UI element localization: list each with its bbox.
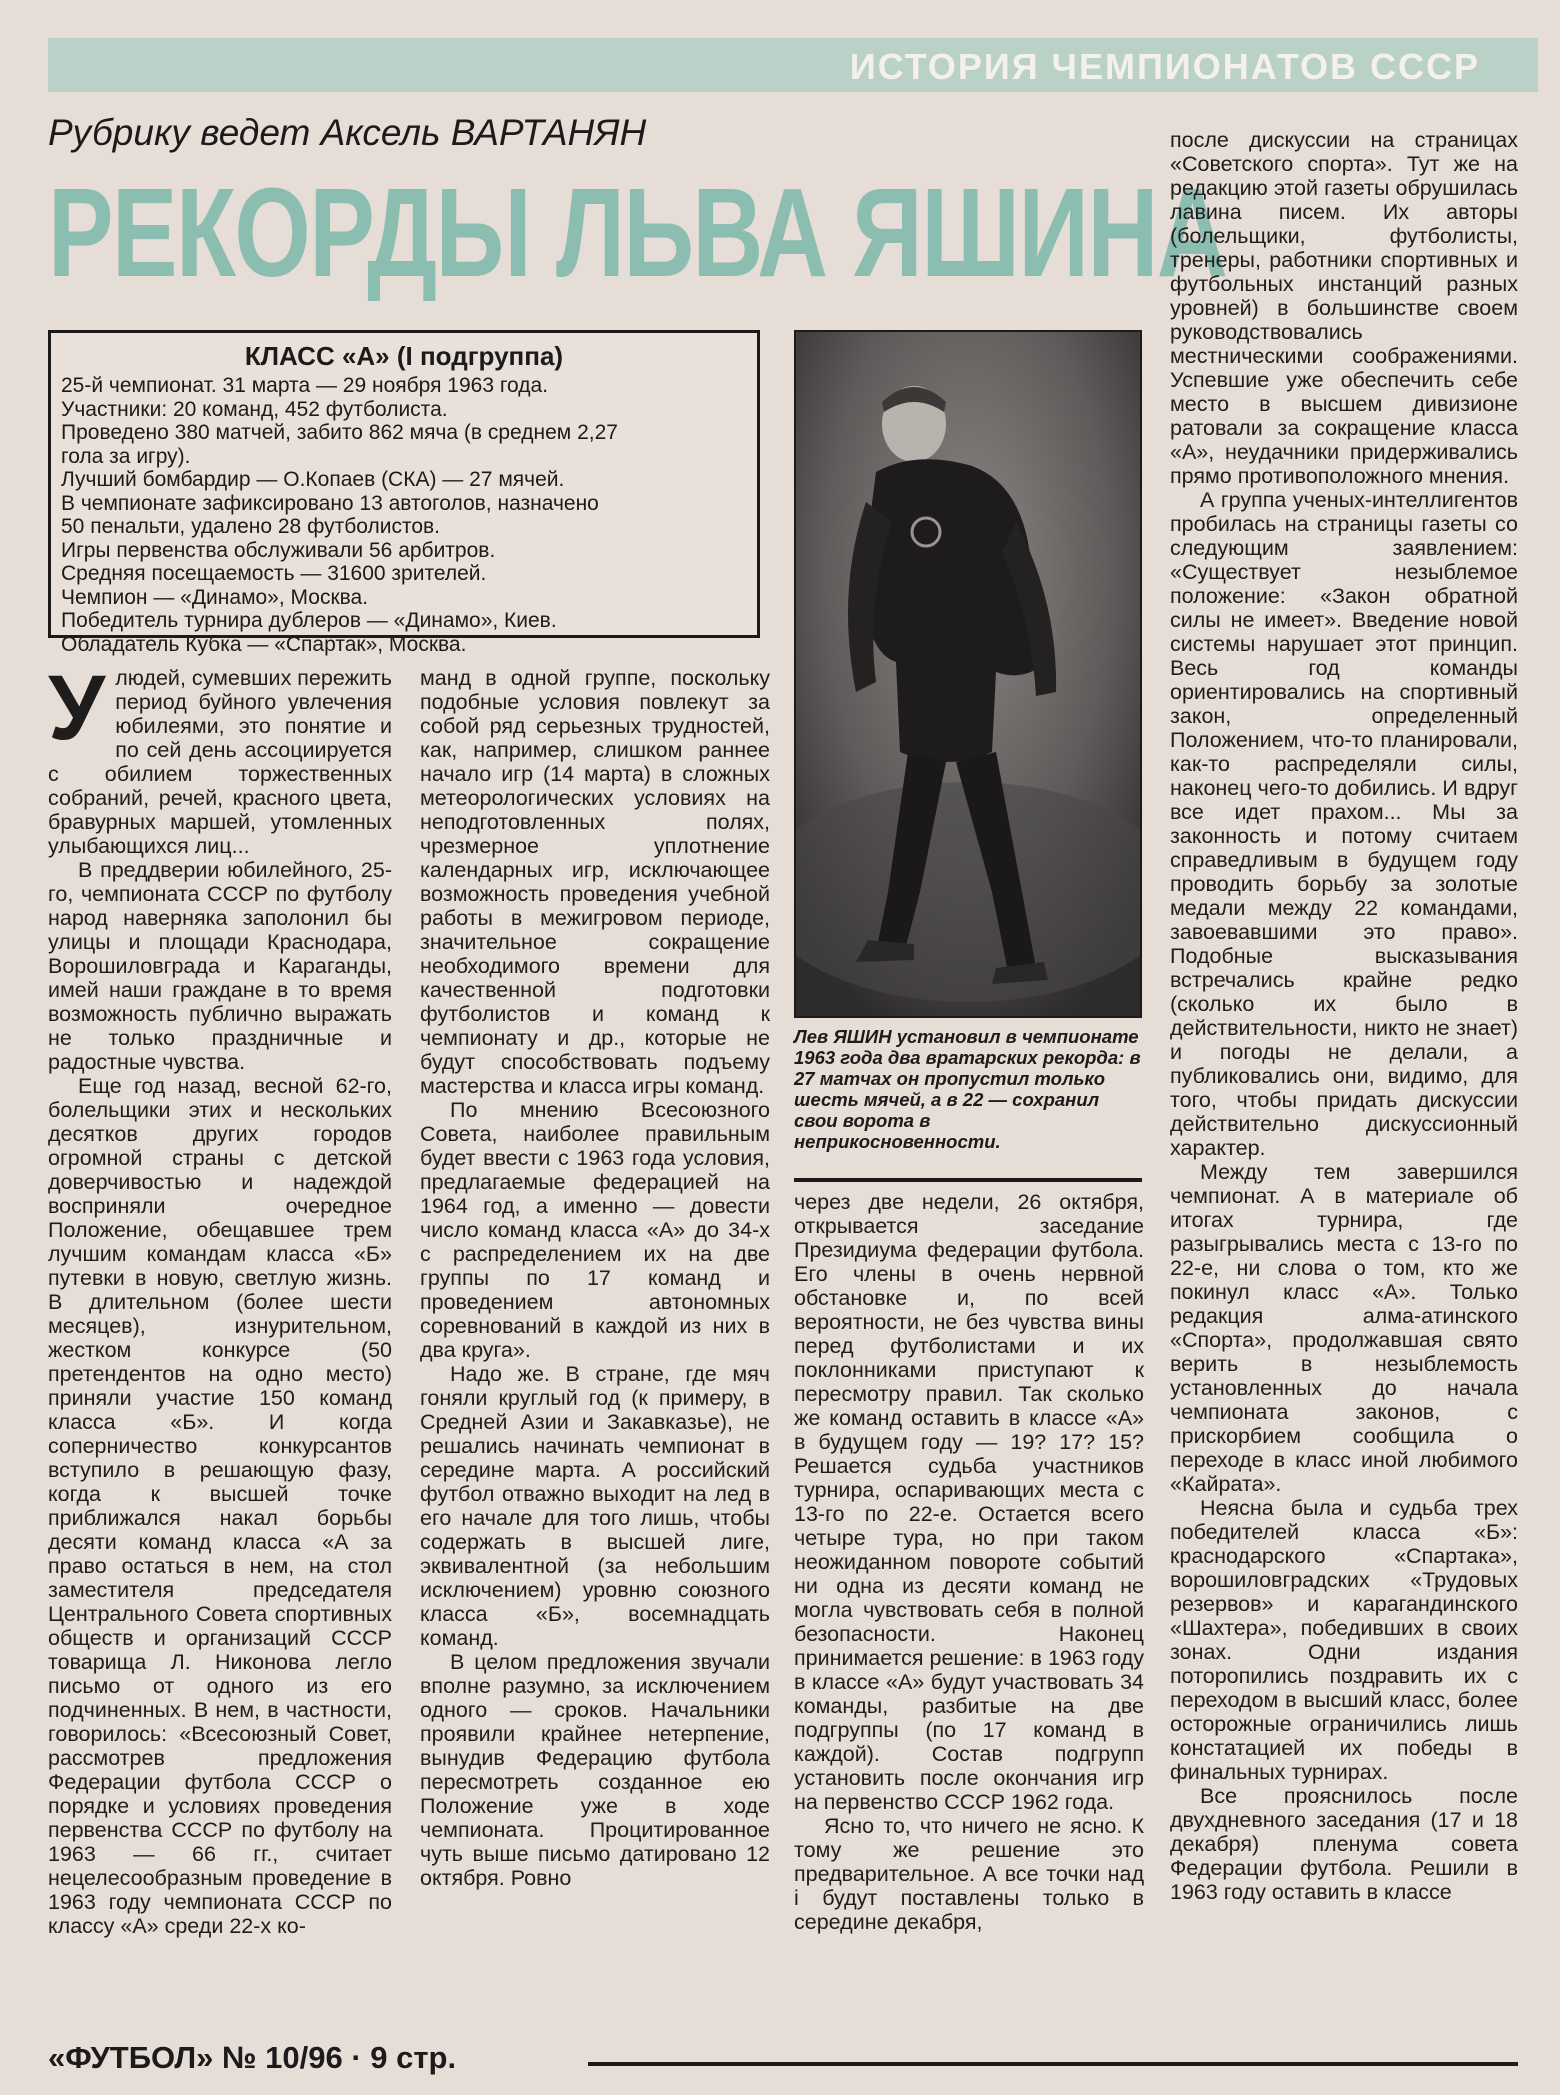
stats-line: гола за игру). bbox=[61, 444, 191, 468]
paragraph: В целом предложения звучали вполне разумно, за исключением одного — сроков. Начальники проявили крайнее нетерпение, вынудив Федерацию футбола пересмотреть созданное ею Положение уже в ходе чемпионата. Процитированное чуть выше письмо датировано 12 октября. Ровно bbox=[420, 1650, 770, 1890]
byline: Рубрику ведет Аксель ВАРТАНЯН bbox=[48, 112, 647, 153]
stats-line: Лучший бомбардир — О.Копаев (СКА) — 27 мячей. bbox=[61, 468, 565, 491]
footer-divider bbox=[588, 2062, 1518, 2066]
photo-caption: Лев ЯШИН установил в чемпионате 1963 года два вратарских рекорда: в 27 матчах он пропустил только шесть мячей, а в 22 — сохранил свои ворота в неприкосновенности. bbox=[794, 1026, 1141, 1152]
paragraph: Ясно то, что ничего не ясно. К тому же решение это предварительное. А все точки над i будут поставлены только в середине декабря, bbox=[794, 1814, 1144, 1934]
section-title: ИСТОРИЯ ЧЕМПИОНАТОВ СССР bbox=[849, 46, 1480, 87]
page-footer: «ФУТБОЛ» № 10/96 · 9 стр. bbox=[48, 2040, 457, 2075]
paragraph: через две недели, 26 октября, открывается заседание Президиума федерации футбола. Его члены в очень нервной обстановке и, по всей вероятности, не без чувства вины перед футболистами и их поклонниками приступают к пересмотру правил. Так сколько же команд оставить в классе «А» в будущем году — 19? 17? 15? Решается судьба участников турнира, оспаривающих места с 13-го по 22-е. Остается всего четыре тура, но при таком неожиданном повороте событий ни одна из десяти команд не могла чувствовать себя в полной безопасности. Наконец принимается решение: в 1963 году в классе «А» будут участвовать 34 команды, разбитые на две подгруппы (по 17 команд в каждой). Состав подгрупп установить после окончания игр на первенство СССР 1962 года. bbox=[794, 1190, 1144, 1814]
stats-title: КЛАСС «А» (I подгруппа) bbox=[244, 341, 564, 371]
yashin-photo bbox=[794, 330, 1142, 1018]
section-band bbox=[48, 38, 1538, 92]
article-column-2 bbox=[420, 666, 770, 1890]
divider bbox=[794, 1178, 1142, 1182]
paragraph: Все прояснилось после двухдневного заседания (17 и 18 декабря) пленума совета Федерации футбола. Решили в 1963 году оставить в классе bbox=[1170, 1784, 1518, 1904]
stats-line: 50 пенальти, удалено 28 футболистов. bbox=[61, 515, 441, 538]
article-column-3 bbox=[794, 1190, 1144, 1934]
paragraph: манд в одной группе, поскольку подобные условия повлекут за собой ряд серьезных трудностей, как, например, слишком раннее начало игр (14 марта) в сложных метеорологических условиях на неподготовленных полях, чрезмерное уплотнение календарных игр, исключающее возможность проведения учебной работы в межигровом периоде, значительное сокращение необходимого времени для качественной подготовки футболистов и команд к чемпионату и др., которые не будут способствовать подъему мастерства и класса игры команд. bbox=[420, 666, 770, 1098]
stats-line: Чемпион — «Динамо», Москва. bbox=[61, 585, 369, 609]
stats-line: 25-й чемпионат. 31 марта — 29 ноября 1963 года. bbox=[61, 374, 549, 397]
stats-line: Проведено 380 матчей, забито 862 мяча (в среднем 2,27 bbox=[61, 421, 618, 444]
paragraph: В преддверии юбилейного, 25-го, чемпионата СССР по футболу народ наверняка заполонил бы улицы и площади Краснодара, Ворошиловграда и Караганды, имей наши граждане в то время возможность публично выражать не только праздничные и радостные чувства. bbox=[48, 858, 392, 1074]
article-column-1 bbox=[48, 657, 393, 1938]
paragraph: По мнению Всесоюзного Совета, наиболее правильным будет ввести с 1963 года условия, предлагаемые федерацией на 1964 год, а именно — довести число команд класса «А» до 34-х с распределением их на две группы по 17 команд и проведением автономных соревнований в каждой из них в два круга». bbox=[420, 1098, 770, 1362]
paragraph: Еще год назад, весной 62-го, болельщики этих и нескольких десятков других городов огромной страны с детской доверчивостью и надеждой восприняли очередное Положение, обещавшее трем лучшим командам класса «Б» путевки в новую, светлую жизнь. В длительном (более шести месяцев), изнурительном, жестком конкурсе (50 претендентов на одно место) приняли участие 150 команд класса «Б». И когда соперничество конкурсантов вступило в решающую фазу, когда к высшей точке приближался накал борьбы десяти команд класса «А за право остаться в нем, на стол заместителя председателя Центрального Совета спортивных обществ и организаций СССР товарища Л. Никонова легло письмо от одного из его подчиненных. В нем, в частности, говорилось: «Всесоюзный Совет, рассмотрев предложения Федерации футбола СССР о порядке и условиях проведения первенства СССР по футболу на 1963 — 66 гг., считает нецелесообразным проведение в 1963 году чемпионата СССР по классу «А» среди 22-х ко- bbox=[48, 1074, 392, 1938]
headline: РЕКОРДЫ ЛЬВА ЯШИНА bbox=[48, 162, 1227, 303]
stats-line: Игры первенства обслуживали 56 арбитров. bbox=[61, 538, 496, 562]
paragraph: людей, сумевших пережить период буйного увлечения юбилеями, это понятие и по сей день ассоциируется с обилием торжественных собраний, речей, красного цвета, бравурных маршей, утомленных улыбающихся лиц... bbox=[48, 666, 393, 858]
stats-line: Средняя посещаемость — 31600 зрителей. bbox=[61, 562, 487, 585]
stats-line: Участники: 20 команд, 452 футболиста. bbox=[61, 397, 448, 421]
goalkeeper-figure-icon bbox=[796, 332, 1140, 1016]
paragraph: Надо же. В стране, где мяч гоняли круглый год (к примеру, в Средней Азии и Закавказье), не решались начинать чемпионат в середине марта. А российский футбол отважно выходит на лед в его начале для того лишь, чтобы содержать в высшей лиге, эквивалентной (за небольшим исключением) уровню союзного класса «Б», восемнадцать команд. bbox=[420, 1362, 770, 1650]
paragraph: Между тем завершился чемпионат. А в материале об итогах турнира, где разыгрывались места с 13-го по 22-е, ни слова о том, кто же покинул класс «А». Только редакция алма-атинского «Спорта», продолжавшая свято верить в незыблемость установленных до начала чемпионата законов, с прискорбием сообщила о переходе в класс иной любимого «Кайрата». bbox=[1170, 1160, 1518, 1496]
stats-line: Обладатель Кубка — «Спартак», Москва. bbox=[61, 632, 467, 656]
paragraph: А группа ученых-интеллигентов пробилась на страницы газеты со следующим заявлением: «Существует незыблемое положение: «Закон обратной силы не имеет». Введение новой системы нарушает этот принцип. Весь год команды ориентировались на спортивный закон, определенный Положением, что-то планировали, как-то распределяли силы, наконец чего-то добились. И вдруг все идет прахом... Мы за законность и потому считаем справедливым в будущем году проводить борьбу за золотые медали между 22 командами, завоевавшими это право». Подобные высказывания встречались крайне редко (сколько их было в действительности, никто не знает) и погоды не делали, а публиковались они, видимо, для того, чтобы придать дискуссии действительно дискуссионный характер. bbox=[1170, 488, 1518, 1160]
paragraph: Неясна была и судьба трех победителей класса «Б»: краснодарского «Спартака», ворошиловградских «Трудовых резервов» и карагандинского «Шахтера», победивших в своих зонах. Одни издания поторопились поздравить их с переходом в высший класс, более осторожные ограничились лишь констатацией их победы в финальных турнирах. bbox=[1170, 1496, 1518, 1784]
drop-cap: У bbox=[48, 657, 106, 759]
paragraph: после дискуссии на страницах «Советского спорта». Тут же на редакцию этой газеты обрушилась лавина писем. Их авторы (болельщики, футболисты, тренеры, работники спортивных и футбольных инстанций разных уровней) в большинстве своем руководствовались местническими соображениями. Успевшие уже обеспечить себе место в высшем дивизионе ратовали за сокращение класса «А», неудачники придерживались прямо противоположного мнения. bbox=[1170, 128, 1518, 488]
stats-line: В чемпионате зафиксировано 13 автоголов, назначено bbox=[61, 491, 599, 515]
article-column-4 bbox=[1170, 128, 1518, 1904]
stats-line: Победитель турнира дублеров — «Динамо», Киев. bbox=[61, 609, 557, 632]
stats-box bbox=[48, 330, 760, 656]
